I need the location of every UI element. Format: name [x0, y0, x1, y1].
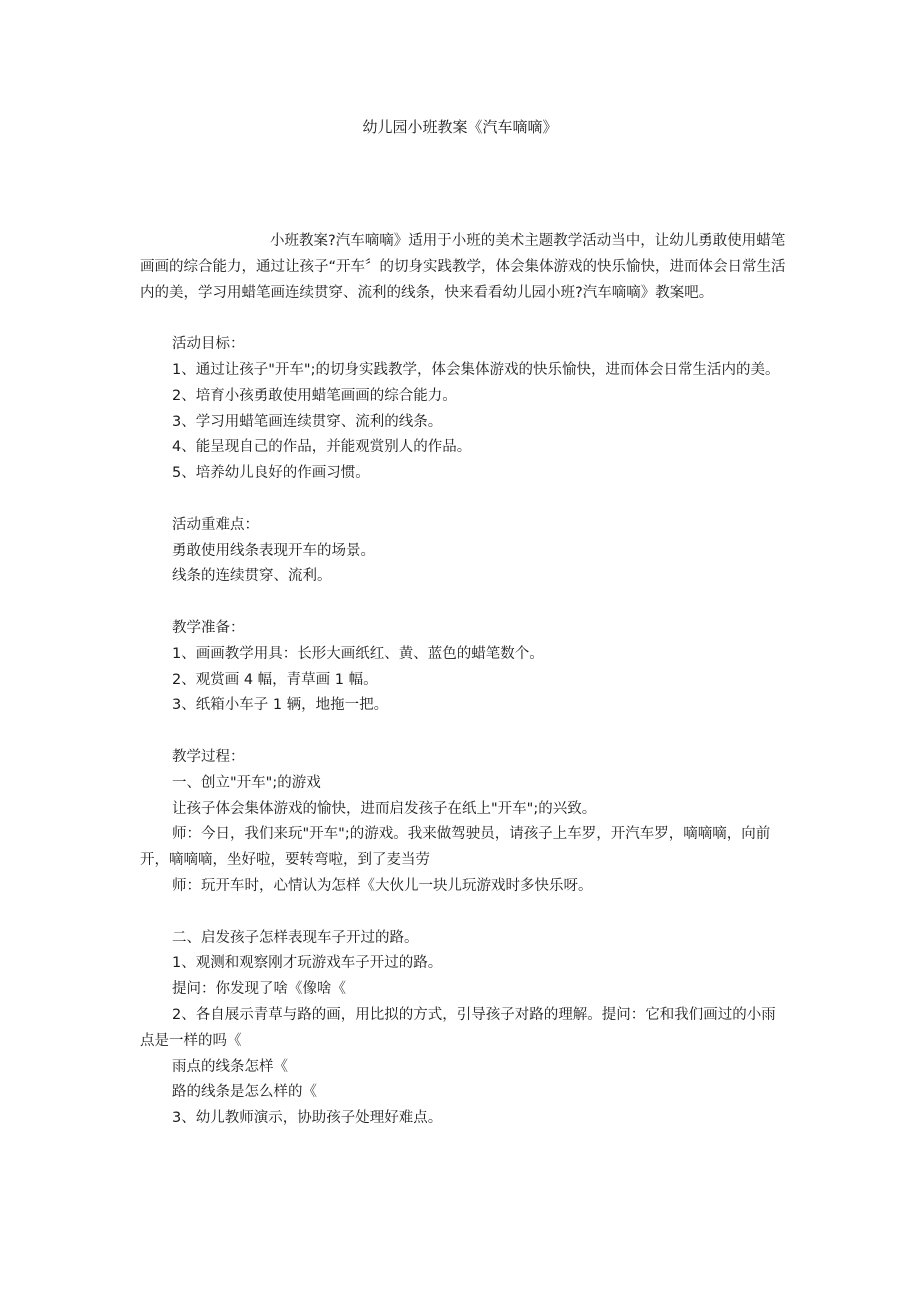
paragraph-gap	[140, 306, 790, 332]
paragraph-gap	[140, 590, 790, 616]
preparation-item: 2、观赏画 4 幅，青草画 1 幅。	[172, 671, 378, 688]
intro-paragraph: 小班教案?汽车嘀嘀》适用于小班的美术主题教学活动当中，让幼儿勇敢使用蜡笔画画的综合能力，通过让孩子“开车〞的切身实践教学，体会集体游戏的快乐愉快，进而体会日常生活内的美，学习用蜡笔画连续贯穿、流利的线条，快来看看幼儿园小班?汽车嘀嘀》教案吧。	[140, 233, 786, 301]
section-heading: 活动目标：	[172, 336, 245, 353]
document-title: 幼儿园小班教案《汽车嘀嘀》	[362, 118, 558, 136]
process-item: 师：玩开车时，心情认为怎样《大伙儿一块儿玩游戏时多快乐呀。	[172, 877, 593, 894]
key-point-item: 线条的连续贯穿、流利。	[172, 568, 332, 585]
process-item: 一、创立"开车";的游戏	[172, 774, 321, 791]
guidance-item: 雨点的线条怎样《	[172, 1058, 288, 1075]
preparation-item: 3、纸箱小车子 1 辆，地拖一把。	[172, 697, 389, 714]
guidance-item: 3、幼儿教师演示，协助孩子处理好难点。	[172, 1110, 443, 1127]
paragraph-gap	[140, 719, 790, 745]
document-body	[140, 229, 790, 1132]
objective-item: 4、能呈现自己的作品，并能观赏别人的作品。	[172, 439, 472, 456]
section-heading: 二、启发孩子怎样表现车子开过的路。	[172, 929, 419, 946]
paragraph-gap	[140, 487, 790, 513]
objective-item: 2、培育小孩勇敢使用蜡笔画画的综合能力。	[172, 387, 457, 404]
section-heading: 教学过程：	[172, 748, 245, 765]
objective-item: 3、学习用蜡笔画连续贯穿、流利的线条。	[172, 413, 443, 430]
section-heading: 教学准备：	[172, 619, 245, 636]
guidance-item: 提问：你发现了啥《像啥《	[172, 981, 346, 998]
section-preparation	[140, 616, 790, 719]
guidance-item: 1、观测和观察刚才玩游戏车子开过的路。	[172, 955, 443, 972]
key-point-item: 勇敢使用线条表现开车的场景。	[172, 542, 375, 559]
preparation-item: 1、画画教学用具：长形大画纸红、黄、蓝色的蜡笔数个。	[172, 645, 544, 662]
process-item: 师：今日，我们来玩"开车";的游戏。我来做驾驶员，请孩子上车罗，开汽车罗，嘀嘀嘀，向前开，嘀嘀嘀，坐好啦，要转弯啦，到了麦当劳	[140, 826, 771, 869]
section-key-points	[140, 513, 790, 590]
guidance-item: 路的线条是怎么样的《	[172, 1084, 317, 1101]
section-guidance	[140, 926, 790, 1132]
guidance-item: 2、各自展示青草与路的画，用比拟的方式，引导孩子对路的理解。提问：它和我们画过的小雨点是一样的吗《	[140, 1006, 776, 1049]
objective-item: 5、培养幼儿良好的作画习惯。	[172, 465, 370, 482]
process-item: 让孩子体会集体游戏的愉快，进而启发孩子在纸上"开车";的兴致。	[172, 800, 597, 817]
objective-item: 1、通过让孩子"开车";的切身实践教学，体会集体游戏的快乐愉快，进而体会日常生活内的美。	[172, 361, 780, 378]
paragraph-gap	[140, 900, 790, 926]
section-process	[140, 745, 790, 900]
section-objectives	[140, 332, 790, 487]
section-heading: 活动重难点：	[172, 516, 259, 533]
